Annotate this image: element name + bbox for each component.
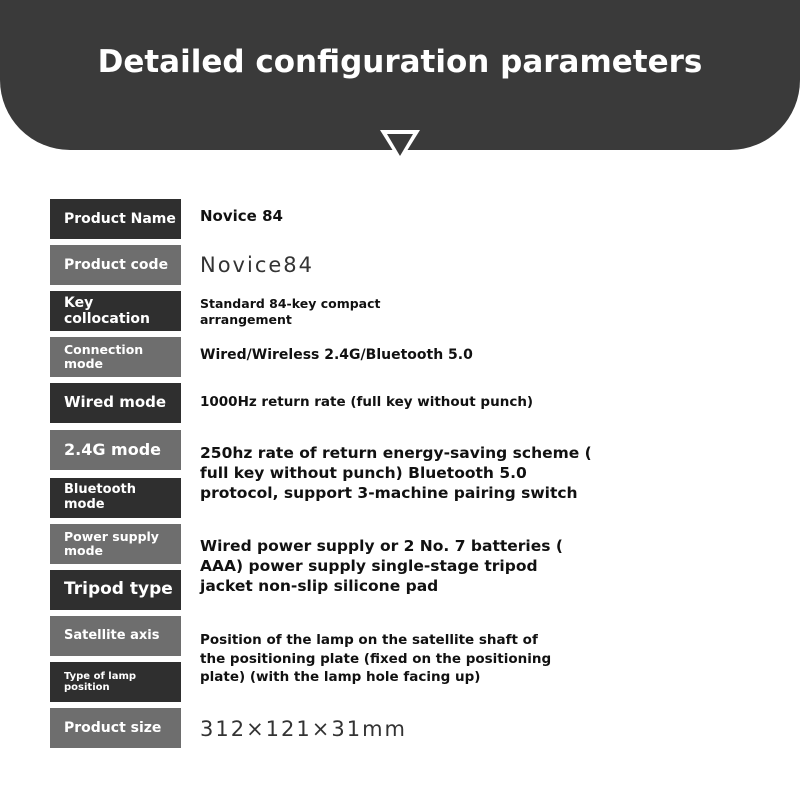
value-key-collocation-line1: Standard 84-key compact	[200, 296, 381, 311]
value-power-tripod	[200, 536, 563, 596]
value-key-collocation-line2: arrangement	[200, 312, 292, 327]
label-power-supply-mode	[50, 524, 181, 564]
label-product-name: Product Name	[50, 199, 181, 239]
label-satellite-axis: Satellite axis	[50, 616, 181, 656]
value-power-tripod-line3: jacket non-slip silicone pad	[200, 577, 439, 595]
value-connection-mode: Wired/Wireless 2.4G/Bluetooth 5.0	[200, 347, 473, 363]
value-power-tripod-line2: AAA) power supply single-stage tripod	[200, 557, 538, 575]
label-lamp-position: Type of lamp position	[50, 662, 181, 702]
label-tripod-type: Tripod type	[50, 570, 181, 610]
label-product-code: Product code	[50, 245, 181, 285]
value-satellite-lamp	[200, 631, 551, 687]
value-product-size: 312×121×31mm	[200, 717, 407, 741]
label-power-supply-mode-line1: Power supply	[64, 528, 159, 544]
label-key-collocation: Key collocation	[50, 291, 181, 331]
label-product-size: Product size	[50, 708, 181, 748]
chevron-down-icon	[376, 126, 424, 170]
label-connection-mode-line2: mode	[64, 356, 104, 371]
value-satellite-lamp-line1: Position of the lamp on the satellite shaft of	[200, 632, 538, 648]
label-bluetooth-mode: Bluetooth mode	[50, 478, 181, 518]
value-24g-bluetooth-line1: 250hz rate of return energy-saving scheme (	[200, 444, 592, 462]
label-wired-mode: Wired mode	[50, 383, 181, 423]
value-key-collocation	[200, 296, 381, 328]
value-24g-bluetooth	[200, 443, 592, 503]
label-power-supply-mode-line2: mode	[64, 543, 104, 558]
label-24g-mode: 2.4G mode	[50, 430, 181, 470]
value-satellite-lamp-line2: the positioning plate (fixed on the positioning	[200, 650, 552, 667]
label-connection-mode-line1: Connection	[64, 341, 144, 357]
label-connection-mode	[50, 337, 181, 377]
value-24g-bluetooth-line3: protocol, support 3-machine pairing switch	[200, 484, 578, 502]
page-title: Detailed configuration parameters	[97, 44, 703, 80]
value-product-code: Novice84	[200, 253, 315, 277]
value-wired-mode: 1000Hz return rate (full key without punch)	[200, 394, 534, 410]
value-product-name: Novice 84	[200, 207, 283, 225]
value-power-tripod-line1: Wired power supply or 2 No. 7 batteries (	[200, 537, 563, 555]
value-24g-bluetooth-line2: full key without punch) Bluetooth 5.0	[200, 464, 527, 482]
value-satellite-lamp-line3: plate) (with the lamp hole facing up)	[200, 669, 481, 685]
